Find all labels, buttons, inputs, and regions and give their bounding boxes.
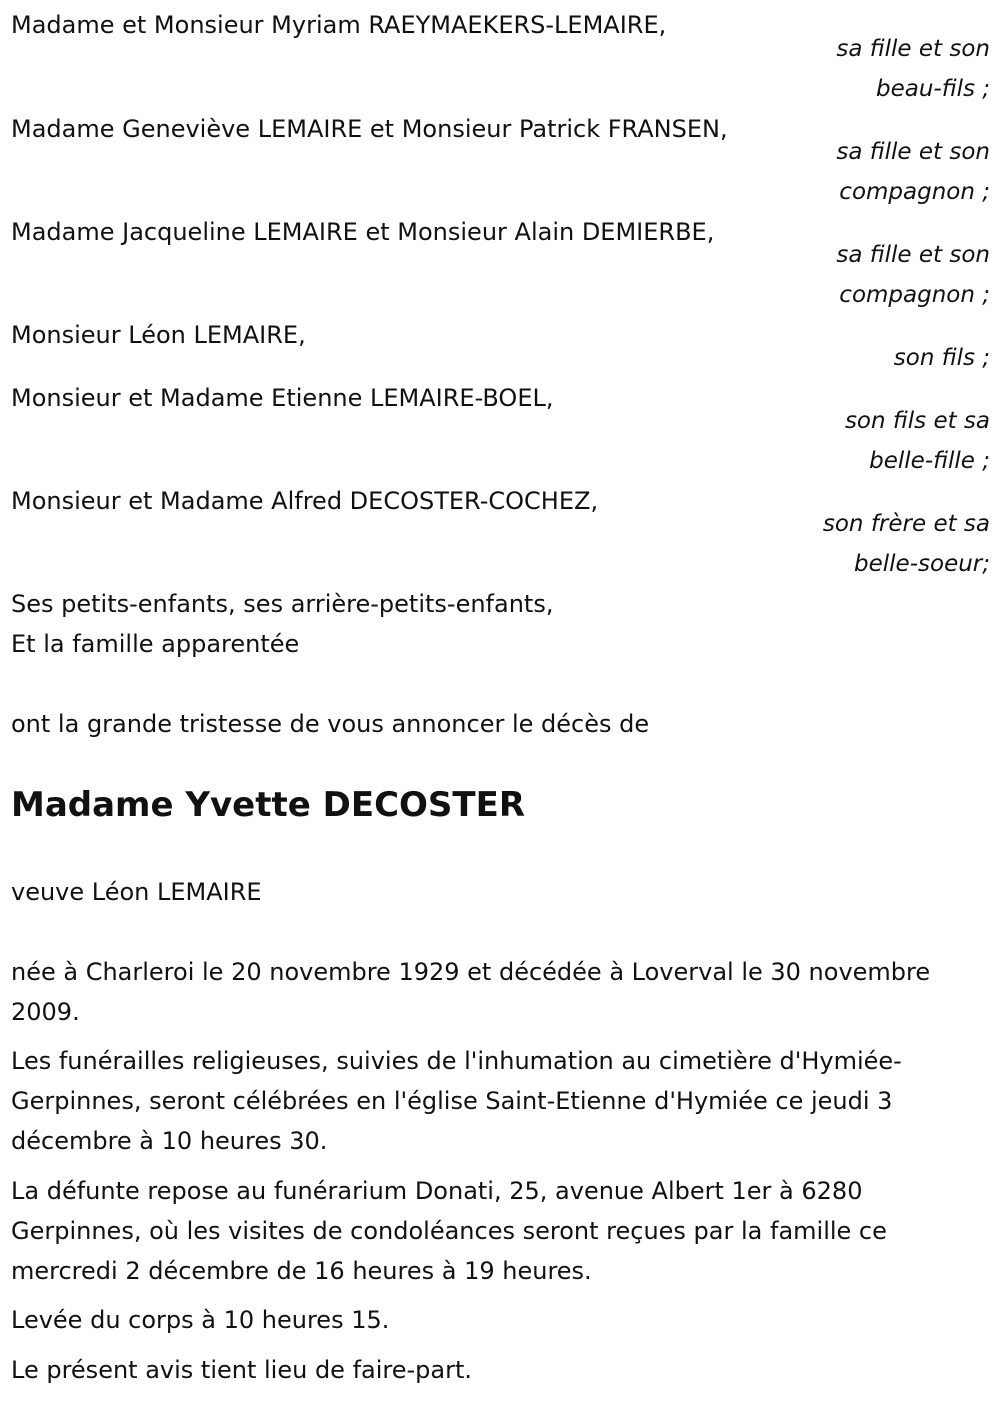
- family-member-name: Madame et Monsieur Myriam RAEYMAEKERS-LEMAIRE,: [11, 11, 667, 39]
- relation-line: belle-fille ;: [869, 448, 990, 474]
- family-member-relation: [690, 504, 990, 584]
- family-member-name: Madame Jacqueline LEMAIRE et Monsieur Alain DEMIERBE,: [11, 218, 715, 246]
- relation-line: beau-fils ;: [875, 76, 990, 102]
- relation-line: belle-soeur;: [854, 551, 990, 577]
- deceased-name: Madame Yvette DECOSTER: [11, 785, 526, 825]
- relation-line: son fils et sa: [844, 408, 990, 434]
- family-member-name: Monsieur Léon LEMAIRE,: [11, 321, 306, 349]
- birth-death-paragraph: née à Charleroi le 20 novembre 1929 et décédée à Loverval le 30 novembre 2009.: [11, 958, 931, 1026]
- relation-line: son frère et sa: [822, 511, 990, 537]
- family-member-relation: [690, 29, 990, 109]
- relation-line: sa fille et son: [836, 36, 990, 62]
- relation-line: sa fille et son: [836, 139, 990, 165]
- funerarium-paragraph: La défunte repose au funérarium Donati, 25, avenue Albert 1er à 6280 Gerpinnes, où les visites de condoléances seront reçues par la famille ce mercredi 2 décembre de 16 heures à 19 heures.: [11, 1177, 887, 1285]
- other-relatives: Et la famille apparentée: [11, 630, 300, 658]
- relation-line: son fils ;: [893, 345, 990, 371]
- levee-paragraph: Levée du corps à 10 heures 15.: [11, 1306, 390, 1334]
- family-member-relation: [690, 401, 990, 481]
- faire-part-paragraph: Le présent avis tient lieu de faire-part.: [11, 1356, 473, 1384]
- family-member-name: Monsieur et Madame Etienne LEMAIRE-BOEL,: [11, 384, 554, 412]
- family-member-relation: [690, 235, 990, 315]
- family-member-name: Madame Geneviève LEMAIRE et Monsieur Patrick FRANSEN,: [11, 115, 728, 143]
- other-relatives: Ses petits-enfants, ses arrière-petits-enfants,: [11, 590, 554, 618]
- family-member-name: Monsieur et Madame Alfred DECOSTER-COCHEZ,: [11, 487, 599, 515]
- relation-line: compagnon ;: [839, 282, 990, 308]
- widow-of: veuve Léon LEMAIRE: [11, 878, 262, 906]
- family-member-relation: [690, 338, 990, 378]
- relation-line: compagnon ;: [839, 179, 990, 205]
- relation-line: sa fille et son: [836, 242, 990, 268]
- family-member-relation: [690, 132, 990, 212]
- announcement-text: ont la grande tristesse de vous annoncer le décès de: [11, 710, 650, 738]
- funeral-paragraph: Les funérailles religieuses, suivies de l'inhumation au cimetière d'Hymiée-Gerpinnes, seront célébrées en l'église Saint-Etienne d'Hymiée ce jeudi 3 décembre à 10 heures 30.: [11, 1047, 902, 1155]
